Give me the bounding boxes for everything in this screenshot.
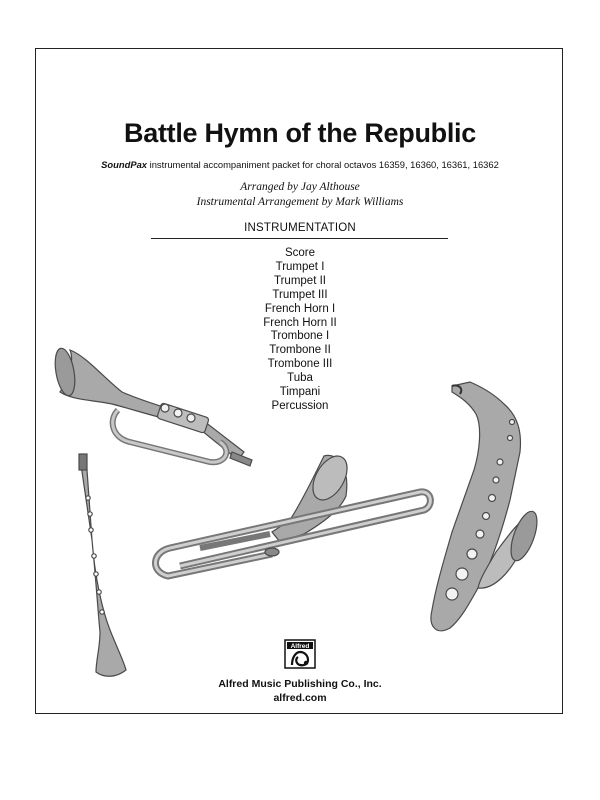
trumpet-icon: [52, 347, 252, 466]
publisher-website: alfred.com: [273, 692, 327, 704]
alfred-logo: [284, 639, 316, 669]
clarinet-icon: [79, 454, 126, 676]
brand-name: SoundPax: [101, 159, 148, 170]
instrument-item: French Horn II: [263, 316, 337, 329]
arranger-credit: Arranged by Jay Althouse: [240, 181, 360, 193]
page-title: Battle Hymn of the Republic: [124, 118, 476, 148]
instrument-item: Trumpet I: [275, 260, 325, 273]
instrument-item: Trumpet III: [272, 288, 328, 301]
instrument-item: French Horn I: [264, 302, 336, 315]
subtitle-text: instrumental accompaniment packet for choral octavos 16359, 16360, 16361, 16362: [147, 159, 499, 170]
instrument-item: Timpani: [279, 386, 321, 399]
instrument-item: Score: [284, 247, 316, 259]
instrumental-arranger-credit: Instrumental Arrangement by Mark Williams: [196, 196, 404, 208]
instrument-item: Percussion: [271, 399, 329, 412]
alfred-logo-mark: [284, 639, 316, 669]
saxophone-icon: [431, 382, 542, 631]
instrument-item: Tuba: [287, 372, 313, 385]
instrument-item: Trombone II: [269, 344, 331, 357]
trombone-icon: [155, 450, 430, 576]
instrument-item: Trombone III: [267, 358, 333, 371]
instrumentation-heading: INSTRUMENTATION: [244, 222, 356, 234]
publisher-name: Alfred Music Publishing Co., Inc.: [218, 678, 382, 690]
instrument-item: Trombone I: [270, 330, 330, 343]
alfred-logo-text: Alfred: [290, 643, 310, 650]
instrument-item: Trumpet II: [274, 274, 326, 287]
